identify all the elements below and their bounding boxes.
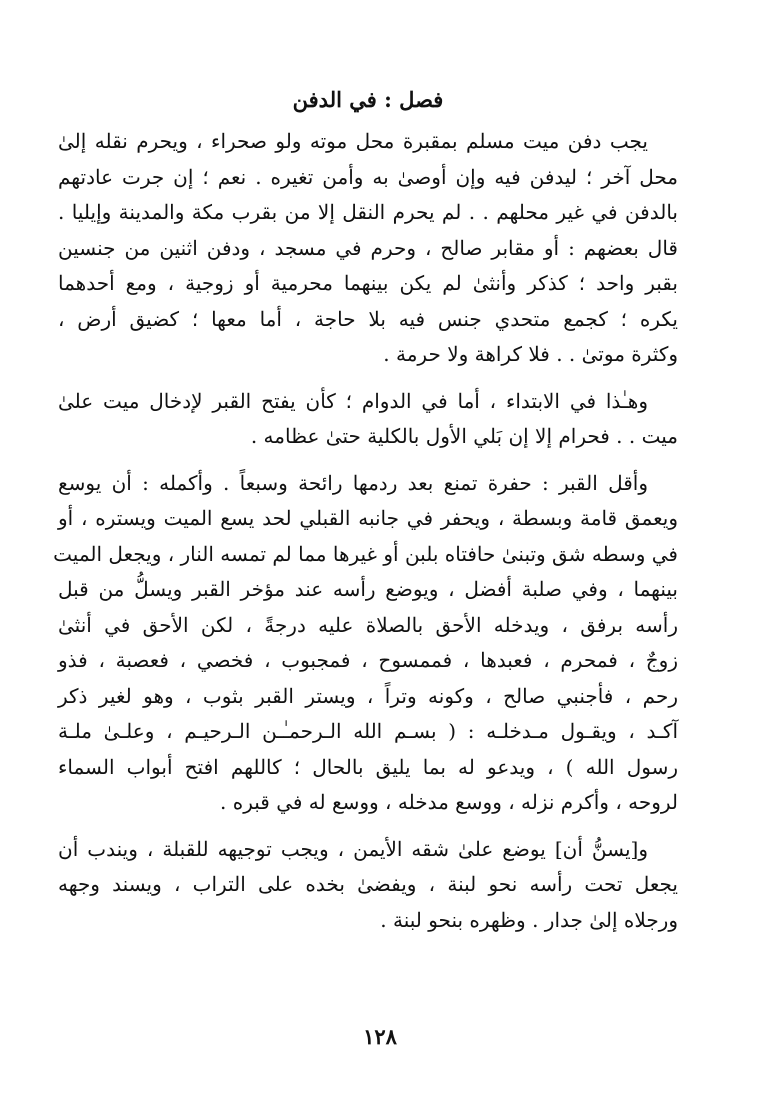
text-line: لروحه ، وأكرم نزله ، ووسع مدخله ، ووسع له في قبره .: [220, 790, 678, 814]
text-line: يجب دفن ميت مسلم بمقبرة محل موته ولو صحراء ، ويحرم نقله إلىٰ: [58, 129, 648, 153]
text-line: ويعمق قامة وبسطة ، ويحفر في جانبه القبلي لحد يسع الميت ويستره ، أو: [58, 506, 678, 530]
paragraph: [58, 384, 678, 455]
text-line: و[يسنُّ أن] يوضع علىٰ شقه الأيمن ، ويجب توجيهه للقبلة ، ويندب أن: [58, 836, 648, 861]
paragraph: [58, 124, 678, 373]
text-line: وكثرة موتىٰ . . فلا كراهة ولا حرمة .: [383, 342, 678, 366]
text-line: ورجلاه إلىٰ جدار . وظهره بنحو لبنة .: [380, 907, 678, 932]
text-line: رسول الله ) ، ويدعو له بما يليق بالحال ؛ كاللهم افتح أبواب السماء: [58, 754, 678, 779]
page-number: ١٢٨: [363, 1024, 397, 1049]
text-line: رأسه برفق ، ويدخله الأحق بالصلاة عليه درجةً ، لكن الأحق في أنثىٰ: [58, 612, 678, 637]
text-line: زوجٌ ، فمحرم ، فعبدها ، فممسوح ، فمجبوب ، فخصي ، فعصبة ، فذو: [58, 648, 678, 672]
page-body: [53, 82, 678, 949]
paragraph: [53, 466, 678, 821]
text-line: رحم ، فأجنبي صالح ، وكونه وتراً ، ويستر القبر بثوب ، وهو لغير ذكر: [58, 683, 678, 708]
text-line: محل آخر ؛ ليدفن فيه وإن أوصىٰ به وأمن تغيره . نعم ؛ إن جرت عادتهم: [58, 164, 678, 189]
text-line: وهـٰذا في الابتداء ، أما في الدوام ؛ كأن يفتح القبر لإدخال ميت علىٰ: [58, 388, 648, 413]
text-line: يجعل تحت رأسه نحو لبنة ، ويفضىٰ بخده على التراب ، ويسند وجهه: [58, 872, 678, 896]
text-line: قال بعضهم : أو مقابر صالح ، وحرم في مسجد ، ودفن اثنين من جنسين: [58, 235, 678, 260]
section-title: فصل : في الدفن: [292, 87, 444, 112]
paragraph: [58, 832, 678, 939]
text-line: يكره ؛ كجمع متحدي جنس فيه بلا حاجة ، أما معها ؛ كضيق أرض ،: [58, 306, 678, 331]
text-line: بقبر واحد ؛ كذكر وأنثىٰ لم يكن بينهما محرمية أو زوجية ، ومع أحدهما: [58, 271, 678, 295]
text-line: آكـد ، ويقـول مـدخلـه : ( بسـم الله الـرحمـٰـن الـرحيـم ، وعلـىٰ ملـة: [58, 719, 678, 743]
text-line: في وسطه شق وتبنىٰ حافتاه بلبن أو غيرها مما لم تمسه النار ، ويجعل الميت: [53, 541, 678, 566]
text-line: ميت . . فحرام إلا إن بَلي الأول بالكلية حتىٰ عظامه .: [250, 424, 678, 448]
text-line: بالدفن في غير محلهم . . لم يحرم النقل إلا من بقرب مكة والمدينة وإيليا .: [58, 200, 678, 224]
text-line: وأقل القبر : حفرة تمنع بعد ردمها رائحة وسبعاً . وأكمله : أن يوسع: [58, 470, 648, 495]
paragraph-list: [53, 124, 678, 938]
text-line: بينهما ، وفي صلبة أفضل ، ويوضع رأسه عند مؤخر القبر ويسلُّ من قبل: [58, 577, 678, 601]
